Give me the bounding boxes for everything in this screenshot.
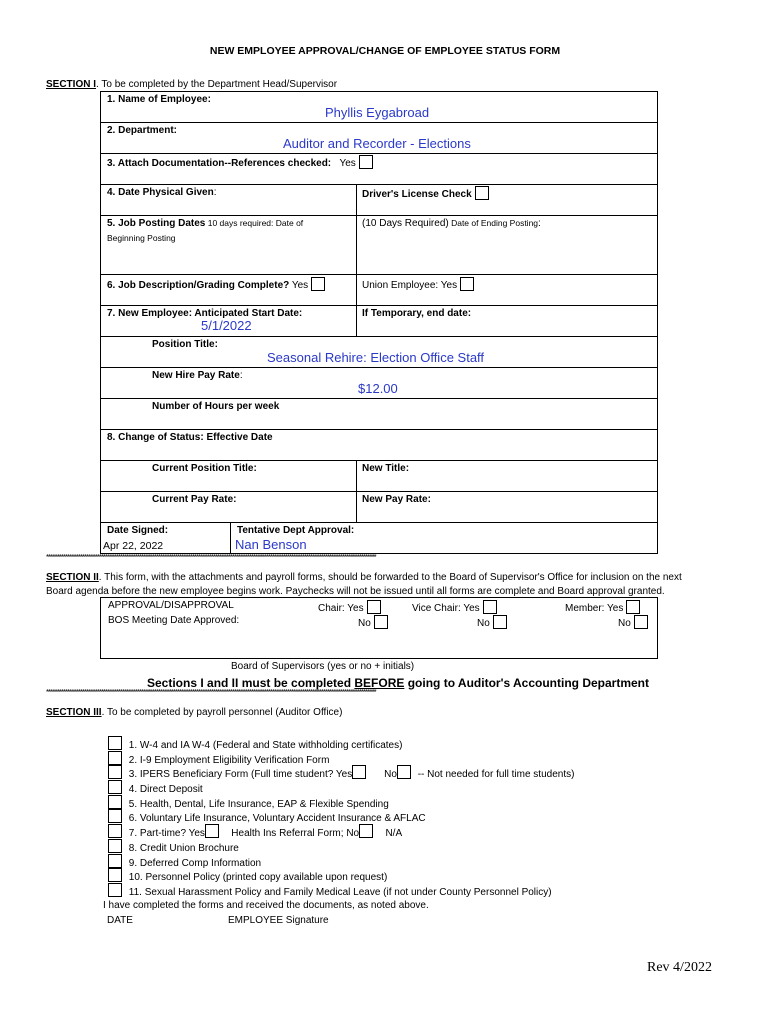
referral-no-label: Health Ins Referral Form; No <box>231 828 360 840</box>
list-item <box>108 751 574 766</box>
approval-label: APPROVAL/DISAPPROVAL <box>108 600 234 611</box>
chair-label: Chair: Yes <box>318 603 364 614</box>
item-label: 9. Deferred Comp Information <box>128 857 262 869</box>
license-checkbox[interactable] <box>475 186 489 200</box>
member-yes-checkbox[interactable] <box>626 600 640 614</box>
list-item <box>108 868 574 883</box>
list-item <box>108 780 574 795</box>
posting-note-2: Beginning Posting <box>107 233 176 243</box>
item-checkbox[interactable] <box>108 751 122 765</box>
item-label: 5. Health, Dental, Life Insurance, EAP & Flexible Spending <box>128 798 389 810</box>
member-row <box>565 600 640 614</box>
vice-no-label: No <box>477 618 490 629</box>
section2-text2: Board agenda before the new employee begins work. Paychecks will not be issued until all forms are complete and Board approval granted. <box>46 586 665 597</box>
physical-label: 4. Date Physical Given <box>107 187 214 198</box>
member-no-row <box>618 615 648 629</box>
section1-heading: SECTION I <box>46 79 97 90</box>
item-checkbox[interactable] <box>108 765 122 779</box>
attach-yes-label: Yes <box>339 158 356 169</box>
referral-no-checkbox[interactable] <box>359 824 373 838</box>
license-row <box>362 186 489 200</box>
item-label: 10. Personnel Policy (printed copy available upon request) <box>128 872 388 884</box>
revision-label: Rev 4/2022 <box>647 960 712 975</box>
posting-note: 10 days required: Date of <box>205 218 304 228</box>
list-item <box>108 809 574 824</box>
position-label: Position Title: <box>152 339 218 350</box>
position-value[interactable]: Seasonal Rehire: Election Office Staff <box>267 350 485 365</box>
separator-stars-2: ************************************************************************************************************************************************************ <box>46 688 376 697</box>
list-item <box>108 839 574 854</box>
item-checkbox[interactable] <box>108 883 122 897</box>
item-checkbox[interactable] <box>108 824 122 838</box>
ending-note: Date of Ending Posting <box>448 218 539 228</box>
payroll-checklist <box>108 736 574 898</box>
notice-post: going to Auditor's Accounting Department <box>404 676 650 690</box>
item-label: 4. Direct Deposit <box>128 784 203 796</box>
item-checkbox[interactable] <box>108 854 122 868</box>
student-no-label: No <box>384 769 397 781</box>
item-label: 3. IPERS Beneficiary Form (Full time student? Yes <box>128 769 353 781</box>
section1-header <box>46 79 337 90</box>
member-no-checkbox[interactable] <box>634 615 648 629</box>
separator-stars: ************************************************************************************************************************************************************ <box>46 553 376 562</box>
chair-no-checkbox[interactable] <box>374 615 388 629</box>
name-value[interactable]: Phyllis Eygabroad <box>325 105 430 120</box>
vice-label: Vice Chair: Yes <box>412 603 480 614</box>
vice-no-checkbox[interactable] <box>493 615 507 629</box>
na-label: N/A <box>385 828 403 840</box>
ending-row <box>362 218 541 229</box>
item-checkbox[interactable] <box>108 809 122 823</box>
pay-colon: : <box>239 370 243 381</box>
start-label: 7. New Employee: Anticipated Start Date: <box>107 308 303 319</box>
date-label: DATE <box>107 915 133 926</box>
bos-date-label: BOS Meeting Date Approved: <box>108 615 240 626</box>
pay-value[interactable]: $12.00 <box>358 381 398 396</box>
jobdesc-checkbox[interactable] <box>311 277 325 291</box>
vice-yes-checkbox[interactable] <box>483 600 497 614</box>
attach-yes-checkbox[interactable] <box>359 155 373 169</box>
date-signed-value[interactable]: Apr 22, 2022 <box>103 540 164 552</box>
form-title: NEW EMPLOYEE APPROVAL/CHANGE OF EMPLOYEE STATUS FORM <box>209 45 561 57</box>
name-label: 1. Name of Employee: <box>107 94 211 105</box>
pay-label: New Hire Pay Rate <box>152 370 240 381</box>
list-item <box>108 854 574 869</box>
vice-no-row <box>477 615 507 629</box>
department-label: 2. Department: <box>107 125 178 136</box>
student-yes-checkbox[interactable] <box>352 765 366 779</box>
chair-no-row <box>358 615 388 629</box>
parttime-yes-checkbox[interactable] <box>205 824 219 838</box>
chair-row <box>318 600 381 614</box>
dept-approval-value[interactable]: Nan Benson <box>235 537 307 552</box>
member-no-label: No <box>618 618 631 629</box>
chair-yes-checkbox[interactable] <box>367 600 381 614</box>
new-pay-label: New Pay Rate: <box>362 494 431 505</box>
hours-label: Number of Hours per week <box>152 401 280 412</box>
date-signed-label: Date Signed: <box>107 525 169 536</box>
license-label: Driver's License Check <box>362 189 472 200</box>
ending-colon: : <box>538 218 541 229</box>
jobdesc-yes: Yes <box>289 280 309 291</box>
section3-heading: SECTION III <box>46 707 102 718</box>
section3-intro: . To be completed by payroll personnel (Auditor Office) <box>101 707 343 718</box>
item-label: 1. W-4 and IA W-4 (Federal and State withholding certificates) <box>128 740 403 751</box>
physical-colon: : <box>213 187 217 198</box>
list-item <box>108 883 574 898</box>
attach-row <box>107 155 373 169</box>
section3-header <box>46 707 342 718</box>
start-value[interactable]: 5/1/2022 <box>201 318 252 333</box>
attach-label: 3. Attach Documentation--References checked: <box>107 158 332 169</box>
item-label: 7. Part-time? Yes <box>128 828 205 840</box>
student-note: -- Not needed for full time students) <box>417 769 575 781</box>
change-label: 8. Change of Status: Effective Date <box>107 432 273 443</box>
physical-row <box>107 187 217 198</box>
union-checkbox[interactable] <box>460 277 474 291</box>
list-item <box>108 824 574 839</box>
item-checkbox[interactable] <box>108 795 122 809</box>
section2-text1: . This form, with the attachments and payroll forms, should be forwarded to the Board of Supervisor's Office for inclusion on the next <box>98 572 682 583</box>
item-label: 11. Sexual Harassment Policy and Family Medical Leave (if not under County Personnel Policy) <box>128 886 552 898</box>
current-position-label: Current Position Title: <box>152 463 257 474</box>
dept-approval-label: Tentative Dept Approval: <box>237 525 355 536</box>
notice-pre: Sections I and II must be completed <box>147 676 355 690</box>
item-label: 2. I-9 Employment Eligibility Verification Form <box>128 754 330 766</box>
list-item <box>108 765 574 780</box>
list-item <box>108 795 574 810</box>
item-label: 6. Voluntary Life Insurance, Voluntary Accident Insurance & AFLAC <box>128 813 426 825</box>
section2-heading: SECTION II <box>46 572 99 583</box>
list-item <box>108 736 574 751</box>
temp-label: If Temporary, end date: <box>362 308 472 319</box>
current-pay-label: Current Pay Rate: <box>152 494 237 505</box>
posting-label: 5. Job Posting Dates <box>107 218 206 229</box>
department-value[interactable]: Auditor and Recorder - Elections <box>283 136 471 151</box>
item-checkbox[interactable] <box>108 780 122 794</box>
item-checkbox[interactable] <box>108 868 122 882</box>
union-label: Union Employee: Yes <box>362 280 458 291</box>
new-title-label: New Title: <box>362 463 410 474</box>
jobdesc-label: 6. Job Description/Grading Complete? <box>107 280 290 291</box>
student-no-checkbox[interactable] <box>397 765 411 779</box>
vice-row <box>412 600 497 614</box>
item-checkbox[interactable] <box>108 736 122 750</box>
acknowledgement: I have completed the forms and received the documents, as noted above. <box>103 900 429 911</box>
posting-row <box>107 218 303 229</box>
section2-header <box>46 572 682 583</box>
pay-row <box>152 370 243 381</box>
employee-signature-label: EMPLOYEE Signature <box>228 915 329 926</box>
item-checkbox[interactable] <box>108 839 122 853</box>
item-label: 8. Credit Union Brochure <box>128 842 239 854</box>
member-label: Member: Yes <box>565 603 624 614</box>
section1-intro: . To be completed by the Department Head/Supervisor <box>96 79 338 90</box>
ending-label: (10 Days Required) <box>362 218 449 229</box>
jobdesc-row <box>107 277 325 291</box>
chair-no-label: No <box>358 618 371 629</box>
notice-before: BEFORE <box>354 676 405 690</box>
union-row <box>362 277 474 291</box>
board-note: Board of Supervisors (yes or no + initials) <box>231 661 415 672</box>
